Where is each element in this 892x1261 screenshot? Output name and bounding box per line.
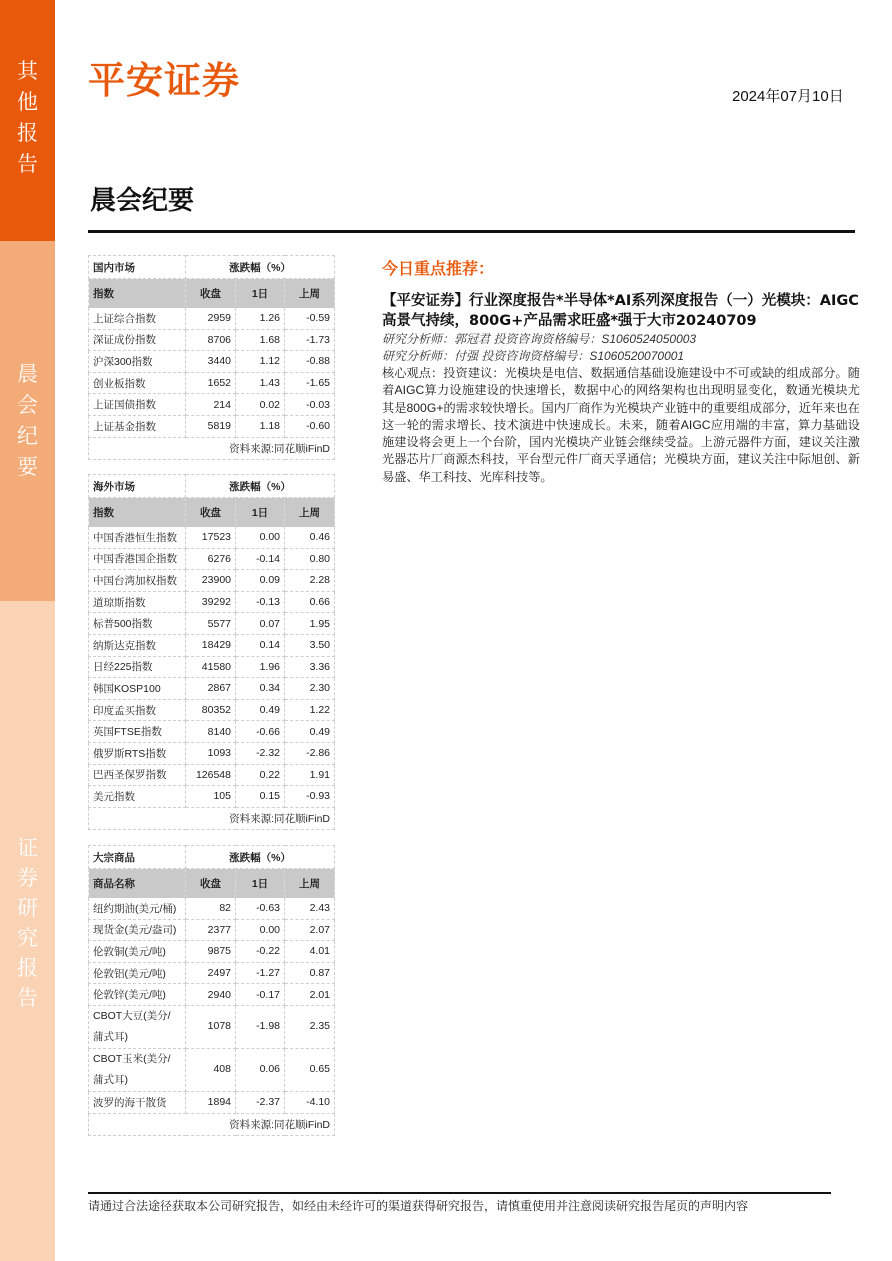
close-value: 18429: [186, 634, 236, 656]
day-change: 0.49: [236, 699, 285, 721]
table-column-header: [89, 279, 335, 308]
week-change: 2.43: [285, 898, 335, 920]
close-value: 105: [186, 786, 236, 808]
day-change: -0.14: [236, 548, 285, 570]
week-change: 0.87: [285, 962, 335, 984]
index-name: 印度孟买指数: [89, 699, 186, 721]
footer-disclaimer: 请通过合法途径获取本公司研究报告，如经由未经许可的渠道获得研究报告，请慎重使用并注意阅读研究报告尾页的声明内容: [88, 1199, 749, 1213]
column-header: 1日: [236, 279, 285, 308]
close-value: 6276: [186, 548, 236, 570]
index-name: 沪深300指数: [89, 351, 186, 373]
sidebar-char: 报: [17, 956, 38, 980]
week-change: 2.28: [285, 570, 335, 592]
day-change: 1.26: [236, 308, 285, 330]
week-change: 2.30: [285, 678, 335, 700]
close-value: 2377: [186, 919, 236, 941]
market-label: 大宗商品: [89, 846, 186, 869]
sidebar-char: 究: [17, 926, 38, 950]
week-change: 2.07: [285, 919, 335, 941]
table-row: [89, 548, 335, 570]
table-group-header: [89, 475, 335, 498]
day-change: 1.96: [236, 656, 285, 678]
table-row: [89, 1048, 335, 1091]
close-value: 1093: [186, 742, 236, 764]
day-change: 0.09: [236, 570, 285, 592]
close-value: 41580: [186, 656, 236, 678]
domestic-market-table: [88, 255, 335, 460]
close-value: 214: [186, 394, 236, 416]
week-change: 0.46: [285, 527, 335, 549]
table-row: [89, 919, 335, 941]
sidebar-char: 纪: [17, 424, 38, 448]
week-change: 0.65: [285, 1048, 335, 1091]
index-name: 上证基金指数: [89, 415, 186, 437]
table-column-header: [89, 498, 335, 527]
sidebar-char: 要: [17, 455, 38, 479]
analyst-info: 研究分析师：郭冠君 投资咨询资格编号：S1060524050003: [382, 332, 697, 346]
close-value: 2497: [186, 962, 236, 984]
market-label: 国内市场: [89, 256, 186, 279]
week-change: -0.60: [285, 415, 335, 437]
day-change: 0.07: [236, 613, 285, 635]
week-change: 2.01: [285, 984, 335, 1006]
sidebar-char: 告: [17, 986, 38, 1010]
week-change: -4.10: [285, 1091, 335, 1113]
page-title: 晨会纪要: [90, 186, 195, 216]
commodity-name: 波罗的海干散货: [89, 1091, 186, 1113]
table-row: [89, 415, 335, 437]
table-row: [89, 308, 335, 330]
index-name: 中国香港恒生指数: [89, 527, 186, 549]
day-change: 0.02: [236, 394, 285, 416]
day-change: 1.68: [236, 329, 285, 351]
data-source: 资料来源:同花顺iFinD: [89, 437, 335, 459]
week-change: -2.86: [285, 742, 335, 764]
day-change: -2.32: [236, 742, 285, 764]
day-change: -0.63: [236, 898, 285, 920]
table-row: [89, 394, 335, 416]
close-value: 23900: [186, 570, 236, 592]
week-change: 1.95: [285, 613, 335, 635]
week-change: 1.91: [285, 764, 335, 786]
commodity-name: 现货金(美元/盎司): [89, 919, 186, 941]
table-row: [89, 1005, 335, 1048]
table-row: [89, 570, 335, 592]
close-value: 1652: [186, 372, 236, 394]
sidebar-section-morning-meeting: [0, 241, 55, 601]
close-value: 17523: [186, 527, 236, 549]
table-group-header: [89, 846, 335, 869]
close-value: 9875: [186, 941, 236, 963]
footer-divider: [88, 1192, 831, 1194]
table-row: [89, 613, 335, 635]
table-row: [89, 329, 335, 351]
index-name: 韩国KOSP100: [89, 678, 186, 700]
day-change: 1.43: [236, 372, 285, 394]
day-change: 1.12: [236, 351, 285, 373]
index-name: 中国香港国企指数: [89, 548, 186, 570]
close-value: 8140: [186, 721, 236, 743]
close-value: 82: [186, 898, 236, 920]
week-change: 4.01: [285, 941, 335, 963]
close-value: 408: [186, 1048, 236, 1091]
column-header: 指数: [89, 279, 186, 308]
day-change: 0.15: [236, 786, 285, 808]
day-change: 1.18: [236, 415, 285, 437]
commodity-name: CBOT玉米(美分/蒲式耳): [89, 1048, 186, 1091]
column-header: 收盘: [186, 498, 236, 527]
close-value: 5819: [186, 415, 236, 437]
change-label: 涨跌幅（%）: [186, 846, 335, 869]
change-label: 涨跌幅（%）: [186, 256, 335, 279]
day-change: -0.22: [236, 941, 285, 963]
week-change: 3.50: [285, 634, 335, 656]
table-row: [89, 372, 335, 394]
column-header: 1日: [236, 498, 285, 527]
sidebar-char: 晨: [17, 362, 38, 386]
recommendation-heading: 今日重点推荐：: [382, 259, 495, 278]
column-header: 1日: [236, 869, 285, 898]
column-header: 上周: [285, 498, 335, 527]
column-header: 上周: [285, 869, 335, 898]
sidebar-char: 会: [17, 393, 38, 417]
index-name: 英国FTSE指数: [89, 721, 186, 743]
table-row: [89, 527, 335, 549]
table-row: [89, 634, 335, 656]
index-name: 深证成份指数: [89, 329, 186, 351]
commodity-name: 伦敦铜(美元/吨): [89, 941, 186, 963]
index-name: 日经225指数: [89, 656, 186, 678]
close-value: 80352: [186, 699, 236, 721]
table-row: [89, 786, 335, 808]
sidebar-char: 其: [17, 59, 38, 83]
sidebar-char: 他: [17, 90, 38, 114]
table-row: [89, 721, 335, 743]
report-date: 2024年07月10日: [732, 88, 844, 105]
day-change: 0.06: [236, 1048, 285, 1091]
sidebar-char: 报: [17, 121, 38, 145]
table-row: [89, 656, 335, 678]
day-change: 0.34: [236, 678, 285, 700]
close-value: 1078: [186, 1005, 236, 1048]
column-header: 指数: [89, 498, 186, 527]
column-header: 收盘: [186, 869, 236, 898]
recommendation-section: [382, 256, 860, 486]
day-change: -1.27: [236, 962, 285, 984]
table-row: [89, 764, 335, 786]
sidebar-char: 证: [17, 836, 38, 860]
day-change: -2.37: [236, 1091, 285, 1113]
index-name: 中国台湾加权指数: [89, 570, 186, 592]
table-row: [89, 591, 335, 613]
index-name: 上证综合指数: [89, 308, 186, 330]
week-change: -0.88: [285, 351, 335, 373]
week-change: -0.93: [285, 786, 335, 808]
close-value: 3440: [186, 351, 236, 373]
index-name: 标普500指数: [89, 613, 186, 635]
week-change: 3.36: [285, 656, 335, 678]
table-row: [89, 1091, 335, 1113]
title-divider: [88, 230, 855, 233]
close-value: 1894: [186, 1091, 236, 1113]
commodity-name: 纽约期油(美元/桶): [89, 898, 186, 920]
day-change: 0.00: [236, 527, 285, 549]
table-row: [89, 984, 335, 1006]
table-source-row: [89, 807, 335, 829]
sidebar-char: 券: [17, 866, 38, 890]
overseas-market-table: [88, 474, 335, 830]
index-name: 道琼斯指数: [89, 591, 186, 613]
report-summary: 核心观点：投资建议：光模块是电信、数据通信基础设施建设中不可或缺的组成部分。随着AIGC算力设施建设的快速增长，数据中心的网络架构也出现明显变化，数通光模块尤其是800G+的需求较快增长。国内厂商作为光模块产业链中的重要组成部分，近年来也在这一轮的需求增长、技术演进中快速成长。未来，随着AIGC应用端的丰富，算力基础设施建设将会更上一个台阶，国内光模块产业链会继续受益。上游元器件方面，建议关注激光器芯片厂商源杰科技，平台型元件厂商天孚通信；光模块方面，建议关注中际旭创、新易盛、华工科技、光库科技等。: [382, 366, 860, 484]
market-label: 海外市场: [89, 475, 186, 498]
table-row: [89, 898, 335, 920]
change-label: 涨跌幅（%）: [186, 475, 335, 498]
index-name: 俄罗斯RTS指数: [89, 742, 186, 764]
week-change: -0.59: [285, 308, 335, 330]
close-value: 2940: [186, 984, 236, 1006]
table-column-header: [89, 869, 335, 898]
index-name: 创业板指数: [89, 372, 186, 394]
day-change: -0.13: [236, 591, 285, 613]
week-change: -1.73: [285, 329, 335, 351]
sidebar-section-other-reports: [0, 0, 55, 241]
day-change: 0.00: [236, 919, 285, 941]
close-value: 39292: [186, 591, 236, 613]
close-value: 2959: [186, 308, 236, 330]
column-header: 收盘: [186, 279, 236, 308]
table-row: [89, 678, 335, 700]
commodity-table: [88, 845, 335, 1136]
table-row: [89, 351, 335, 373]
day-change: 0.14: [236, 634, 285, 656]
table-source-row: [89, 437, 335, 459]
table-row: [89, 962, 335, 984]
column-header: 上周: [285, 279, 335, 308]
table-row: [89, 742, 335, 764]
week-change: 0.66: [285, 591, 335, 613]
sidebar-char: 告: [17, 152, 38, 176]
commodity-name: 伦敦锌(美元/吨): [89, 984, 186, 1006]
close-value: 126548: [186, 764, 236, 786]
sidebar-section-securities-research: [0, 601, 55, 1261]
week-change: 0.49: [285, 721, 335, 743]
data-source: 资料来源:同花顺iFinD: [89, 1113, 335, 1135]
analyst-info: 研究分析师：付强 投资咨询资格编号：S1060520070001: [382, 349, 685, 363]
company-logo: 平安证券: [88, 59, 240, 102]
day-change: -1.98: [236, 1005, 285, 1048]
table-row: [89, 941, 335, 963]
commodity-name: 伦敦铝(美元/吨): [89, 962, 186, 984]
close-value: 2867: [186, 678, 236, 700]
sidebar-char: 研: [17, 896, 38, 920]
table-row: [89, 699, 335, 721]
close-value: 5577: [186, 613, 236, 635]
week-change: 0.80: [285, 548, 335, 570]
close-value: 8706: [186, 329, 236, 351]
sidebar: [0, 0, 55, 1261]
week-change: -1.65: [285, 372, 335, 394]
data-source: 资料来源:同花顺iFinD: [89, 807, 335, 829]
table-group-header: [89, 256, 335, 279]
day-change: -0.17: [236, 984, 285, 1006]
day-change: -0.66: [236, 721, 285, 743]
index-name: 纳斯达克指数: [89, 634, 186, 656]
week-change: 1.22: [285, 699, 335, 721]
report-title-link[interactable]: 【平安证券】行业深度报告*半导体*AI系列深度报告（一）光模块：AIGC高景气持续，800G+产品需求旺盛*强于大市20240709: [382, 293, 859, 329]
index-name: 巴西圣保罗指数: [89, 764, 186, 786]
index-name: 美元指数: [89, 786, 186, 808]
week-change: 2.35: [285, 1005, 335, 1048]
index-name: 上证国债指数: [89, 394, 186, 416]
day-change: 0.22: [236, 764, 285, 786]
commodity-name: CBOT大豆(美分/蒲式耳): [89, 1005, 186, 1048]
table-source-row: [89, 1113, 335, 1135]
week-change: -0.03: [285, 394, 335, 416]
column-header: 商品名称: [89, 869, 186, 898]
